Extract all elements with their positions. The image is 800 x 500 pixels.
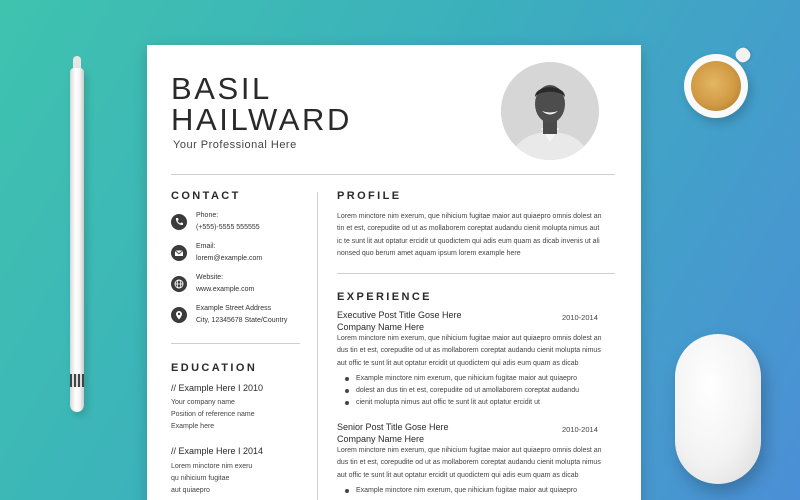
portrait-image [501, 62, 599, 160]
education-entry-2-line: Lorem minctore nim exeru [171, 463, 253, 470]
contact-divider [171, 343, 300, 344]
job-2-bullet-text: Example minctore nim exerum, que nihicium fugitae maior aut quiaepro [356, 487, 577, 494]
education-entry-2-line: qu nihicium fugitae [171, 475, 230, 482]
job-2-line: dus tin et est, corepudite od ut as mollaborem coreptat audandu cienit molupta nimus [337, 459, 601, 467]
job-1-bullet-text: Example minctore nim exerum, que nihicium fugitae maior aut quiaepro [356, 375, 577, 382]
column-divider [317, 192, 318, 500]
bullet-dot-icon [345, 389, 349, 393]
coffee-cup [684, 54, 748, 118]
job-1-line: aut offic te sunt lit aut optatur ercidit ut quodictem qui adis eum quam as dicab [337, 359, 579, 367]
job-2-dates: 2010-2014 [562, 425, 598, 434]
location-pin-icon [171, 307, 187, 323]
job-1-bullet-text: dolest an dus tin et est, corepudite od ut amollaborem coreptat audandu [356, 387, 579, 394]
email-icon [171, 245, 187, 261]
job-1-description [337, 333, 613, 370]
profile-text [337, 211, 613, 260]
bullet-dot-icon [345, 377, 349, 381]
address-line-1: Example Street Address [196, 305, 272, 312]
contact-heading: CONTACT [171, 190, 241, 202]
cup-handle [733, 45, 753, 65]
first-name: BASIL [171, 71, 272, 106]
stylus-pencil [68, 56, 86, 412]
experience-heading: EXPERIENCE [337, 291, 432, 303]
education-entry-1-line: Example here [171, 423, 215, 430]
job-1-bullet-text: cienit molupta nimus aut offic te sunt lit aut optatur ercidit ut [356, 399, 540, 406]
header-divider [171, 174, 615, 175]
profile-photo [501, 62, 599, 160]
phone-value: (+555)-5555 555555 [196, 224, 260, 231]
profile-heading: PROFILE [337, 190, 402, 202]
profile-line: Lorem minctore nim exerum, que nihicium fugitae maior aut quiaepro omnis dolest an [337, 213, 602, 220]
website-label: Website: [196, 274, 224, 281]
profile-line: tin et est, corepudite od ut as mollaborem coreptat audandu cienit molupta nimus aut [337, 225, 600, 233]
education-entry-1-line: Your company name [171, 399, 235, 406]
job-2-line: aut offic te sunt lit aut optatur ercidit ut quodictem qui adis eum quam as dicab [337, 471, 579, 479]
phone-icon [171, 214, 187, 230]
job-1-dates: 2010-2014 [562, 313, 598, 322]
job-1-company: Company Name Here [337, 322, 425, 332]
profile-line: ic te sunt lit aut optatur ercidit ut quodictem qui adis eum quam as dicab invenis ut ali [337, 237, 600, 245]
globe-icon [171, 276, 187, 292]
job-2-title: Senior Post Title Gose Here [337, 422, 449, 432]
job-2-line: Lorem minctore nim exerum, que nihicium fugitae maior aut quiaepro omnis dolest an [337, 447, 602, 454]
education-entry-2-line: aut quiaepro [171, 487, 210, 494]
professional-title: Your Professional Here [173, 139, 297, 151]
job-1-line: dus tin et est, corepudite od ut as mollaborem coreptat audandu cienit molupta nimus [337, 347, 601, 355]
coffee-surface [691, 61, 741, 111]
phone-label: Phone: [196, 212, 219, 219]
job-2-description [337, 445, 613, 482]
job-1-line: Lorem minctore nim exerum, que nihicium fugitae maior aut quiaepro omnis dolest an [337, 335, 602, 342]
profile-line: nonsed quo berum amet aquam ipsum lorem example here [337, 249, 521, 257]
website-value: www.example.com [196, 286, 255, 293]
job-2-company: Company Name Here [337, 434, 425, 444]
profile-divider [337, 273, 615, 274]
resume-sheet [147, 45, 641, 500]
bullet-dot-icon [345, 489, 349, 493]
computer-mouse [675, 334, 761, 484]
last-name: HAILWARD [171, 102, 352, 137]
bullet-dot-icon [345, 401, 349, 405]
education-entry-1-title: // Example Here I 2010 [171, 383, 264, 393]
job-1-title: Executive Post Title Gose Here [337, 310, 462, 320]
address-line-2: City, 12345678 State/Country [196, 317, 288, 324]
education-entry-1-line: Position of reference name [171, 411, 255, 418]
pencil-band [70, 374, 84, 387]
email-value: lorem@example.com [196, 255, 263, 262]
email-label: Email: [196, 243, 216, 250]
education-entry-2-title: // Example Here I 2014 [171, 446, 264, 456]
pencil-body [70, 68, 84, 412]
education-heading: EDUCATION [171, 362, 258, 374]
resume-name [171, 73, 352, 135]
